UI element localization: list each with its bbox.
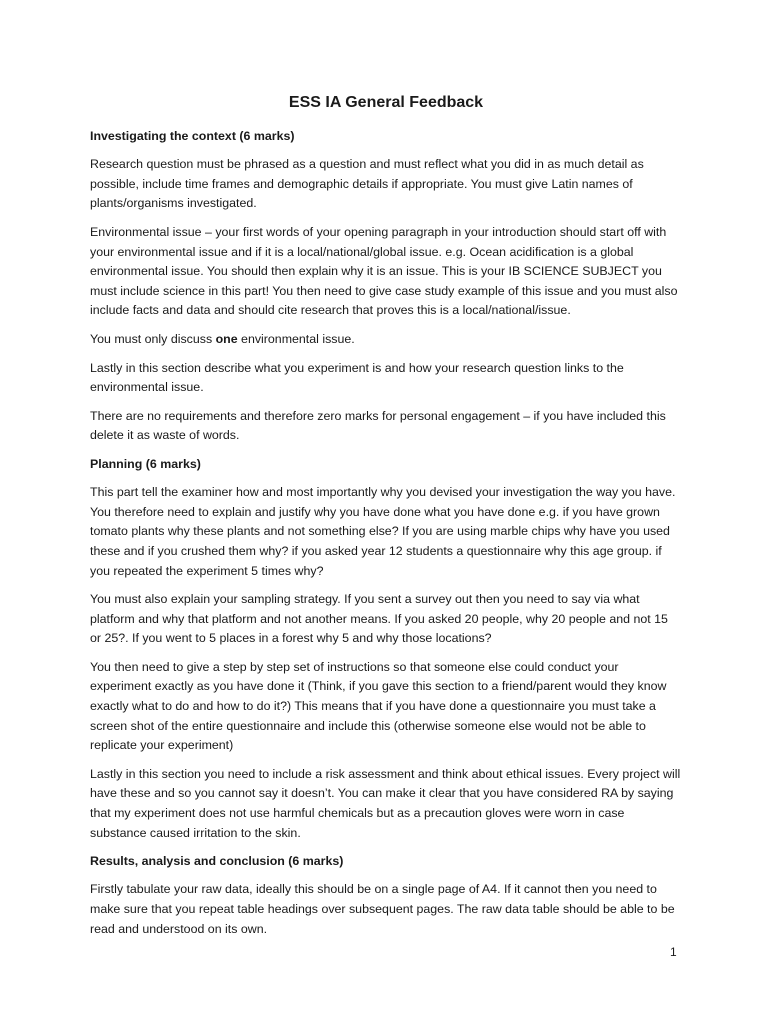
paragraph-environmental-issue: Environmental issue – your first words of your opening paragraph in your introduction should start off with your environmental issue and if it is a local/national/global issue. e.g. Ocean acidification is a global environmental issue. You should then explain why it is an issue. This is your IB SCIENCE SUBJECT you must include science in this part! You then need to give case study example of this issue and you must also include facts and data and should cite research that proves this is a local/national/issue. bbox=[90, 224, 678, 318]
paragraph-raw-data: Firstly tabulate your raw data, ideally this should be on a single page of A4. If it cannot then you need to make sure that you repeat table headings over subsequent pages. The raw data table should be able to be read and understood on its own. bbox=[90, 882, 675, 936]
paragraph-research-question: Research question must be phrased as a question and must reflect what you did in as much detail as possible, include time frames and demographic details if appropriate. You must give Latin names of plants/organisms investigated. bbox=[90, 157, 644, 211]
section-heading-results: Results, analysis and conclusion (6 marks) bbox=[90, 854, 344, 869]
document-title: ESS IA General Feedback bbox=[288, 94, 484, 111]
paragraph-risk-assessment: Lastly in this section you need to include a risk assessment and think about ethical issues. Every project will have these and so you cannot say it doesn’t. You can make it clear that you have considered RA by saying that my experiment does not use harmful chemicals but as a precaution gloves were worn in case substance caused irritation to the skin. bbox=[90, 766, 681, 840]
section-heading-context: Investigating the context (6 marks) bbox=[90, 129, 295, 143]
paragraph-sampling-strategy: You must also explain your sampling strategy. If you sent a survey out then you need to say via what platform and why that platform and not another means. If you asked 20 people, why 20 people and not 15 or 25?. If you went to 5 places in a forest why 5 and why those locations? bbox=[90, 592, 668, 646]
paragraph-one-issue-before: You must only discuss bbox=[90, 331, 216, 346]
paragraph-instructions: You then need to give a step by step set of instructions so that someone else could conduct your experiment exactly as you have done it (Think, if you gave this section to a friend/parent would they know exactly what to do and how to do it?) This means that if you have done a questionnaire you must take a screen shot of the entire questionnaire and include this (otherwise someone else would not be able to replicate your experiment) bbox=[90, 659, 667, 753]
page-number: 1 bbox=[670, 945, 677, 959]
paragraph-one-issue-after: environmental issue. bbox=[237, 331, 355, 346]
paragraph-justify-design: This part tell the examiner how and most importantly why you devised your investigation the way you have. You therefore need to explain and justify why you have done what you have done e.g. if you have grown tomato plants why these plants and not something else? If you are using marble chips why have you used these and if you crushed them why? if you asked year 12 students a questionnaire why this age group. if you repeated the experiment 5 times why? bbox=[90, 485, 676, 578]
paragraph-personal-engagement: There are no requirements and therefore zero marks for personal engagement – if you have included this delete it as waste of words. bbox=[90, 408, 666, 443]
paragraph-describe-experiment: Lastly in this section describe what you experiment is and how your research question links to the environmental issue. bbox=[90, 360, 624, 395]
section-heading-planning: Planning (6 marks) bbox=[90, 456, 201, 471]
paragraph-one-issue-emphasis: one bbox=[215, 331, 238, 346]
document-body bbox=[90, 92, 682, 948]
paragraph-one-issue bbox=[90, 330, 682, 350]
